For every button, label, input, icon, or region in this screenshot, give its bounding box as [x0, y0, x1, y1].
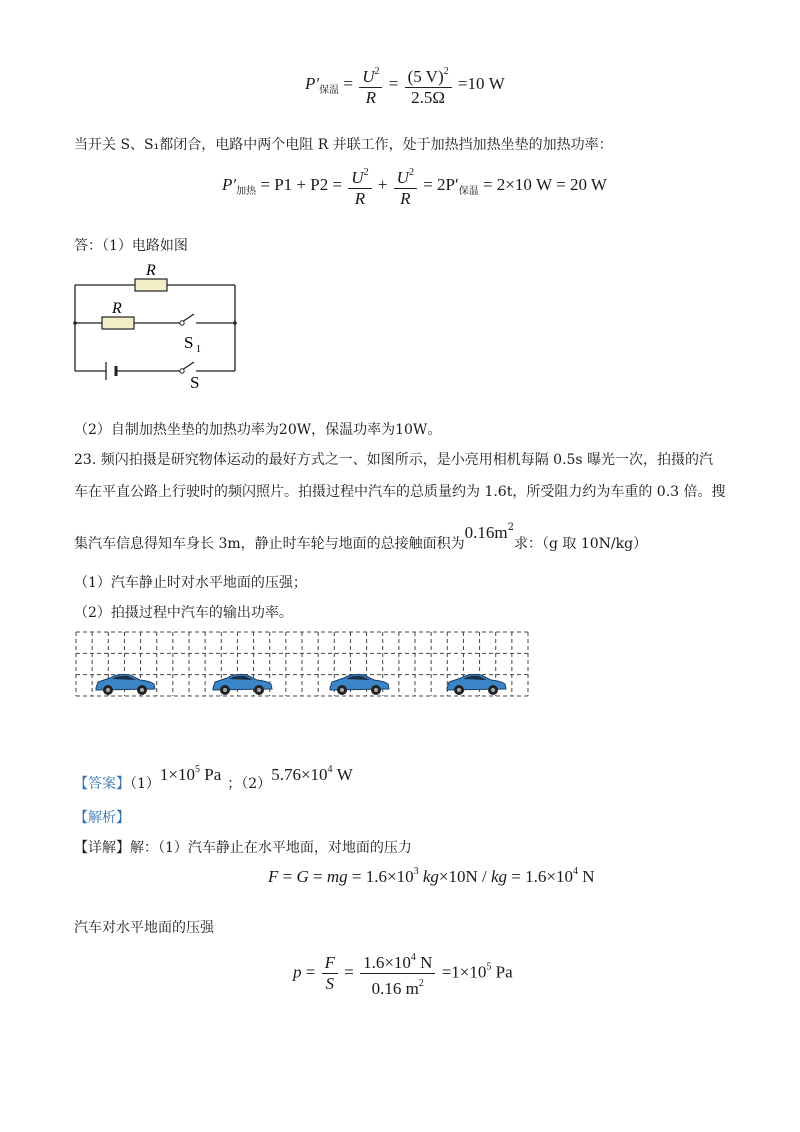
switch-s-contact [180, 369, 184, 373]
junction-left [73, 321, 77, 325]
text-pressure: 汽车对水平地面的压强 [74, 920, 214, 936]
q23-line3: 集汽车信息得知车身长 3m，静止时车轮与地面的总接触面积为$0.16m^2$求：（g 取 10N/kg） [74, 522, 648, 552]
answer-line: 【答案】$(1)1\times 10^5$ Pa ；$(2)5.76\times 10^4$ W [74, 764, 353, 792]
junction-right [233, 321, 237, 325]
switch-s1-contact [180, 321, 184, 325]
resistor-middle [102, 317, 134, 329]
text-parallel-switch: 当开关 S、S₁都闭合，电路中两个电阻 R 并联工作，处于加热挡加热坐垫的加热功率： [74, 137, 613, 153]
car-icon [96, 674, 155, 695]
label-r-middle: R [112, 300, 122, 317]
answer-value-2: $5.76\times 10^4$ W [271, 764, 353, 784]
formula-power-keep-warm: $P'_{保温}$ = $\frac{U^2}{R}$ = $\frac{(5 V)^2}{2.5\Omega}$ =10 W [305, 62, 505, 108]
q23-sub2: （2）拍摄过程中汽车的输出功率。 [74, 605, 293, 621]
strobe-photo-grid [74, 630, 530, 700]
answer-value-1: $1\times 10^5$ Pa [159, 764, 222, 784]
q23-line1: 23. 频闪拍摄是研究物体运动的最好方式之一、如图所示，是小亮用相机每隔 0.5s 曝光一次，拍摄的汽 [74, 452, 714, 468]
q23-sub1: （1）汽车静止时对水平地面的压强； [74, 575, 307, 591]
answer-circuit-label: 答：（1）电路如图 [74, 238, 188, 254]
analysis-label: 【解析】 [74, 810, 130, 826]
car-icon [213, 674, 272, 695]
detail-line: 【详解】解：（1）汽车静止在水平地面，对地面的压力 [74, 840, 412, 856]
answer-power-values: （2）自制加热坐垫的加热功率为20W，保温功率为10W。 [74, 422, 442, 438]
formula-power-heating: $P'_{加热} = P1 + P2$ = $\frac{U^2}{R}$ + $\frac{U^2}{R}$ = $2P'_{保温} = 2\times 10$ W = 20 W [222, 163, 607, 209]
detail-label: 【详解】 [74, 840, 130, 856]
label-s1-sub: 1 [196, 344, 201, 355]
resistor-top [135, 279, 167, 291]
q23-line2: 车在平直公路上行驶时的频闪照片。拍摄过程中汽车的总质量约为 1.6t，所受阻力约为车重的 0.3 倍。搜 [74, 484, 726, 500]
car-icon [447, 674, 506, 695]
label-r-top: R [146, 262, 156, 279]
fraction-u2-over-r: $\frac{U^2}{R}$ [359, 62, 382, 108]
label-s: S [190, 373, 200, 392]
label-s1: S [184, 333, 194, 352]
formula-pressure: p = $\frac{F}{S}$ = $\frac{1.6\times 10^4 N}{0.16 m^2}$ $=1\times 10^5$ Pa [293, 948, 513, 999]
formula-force: F = G = mg = $1.6\times 10^3$ kg×10N / kg = $1.6\times 10^4$ N [268, 866, 595, 886]
contact-area: 0.16m [464, 523, 508, 542]
answer-label: 【答案】 [74, 776, 130, 792]
circuit-diagram [70, 258, 250, 393]
fraction-values: $\frac{(5 V)^2}{2.5\Omega}$ [405, 62, 452, 108]
car-icon [330, 674, 389, 695]
